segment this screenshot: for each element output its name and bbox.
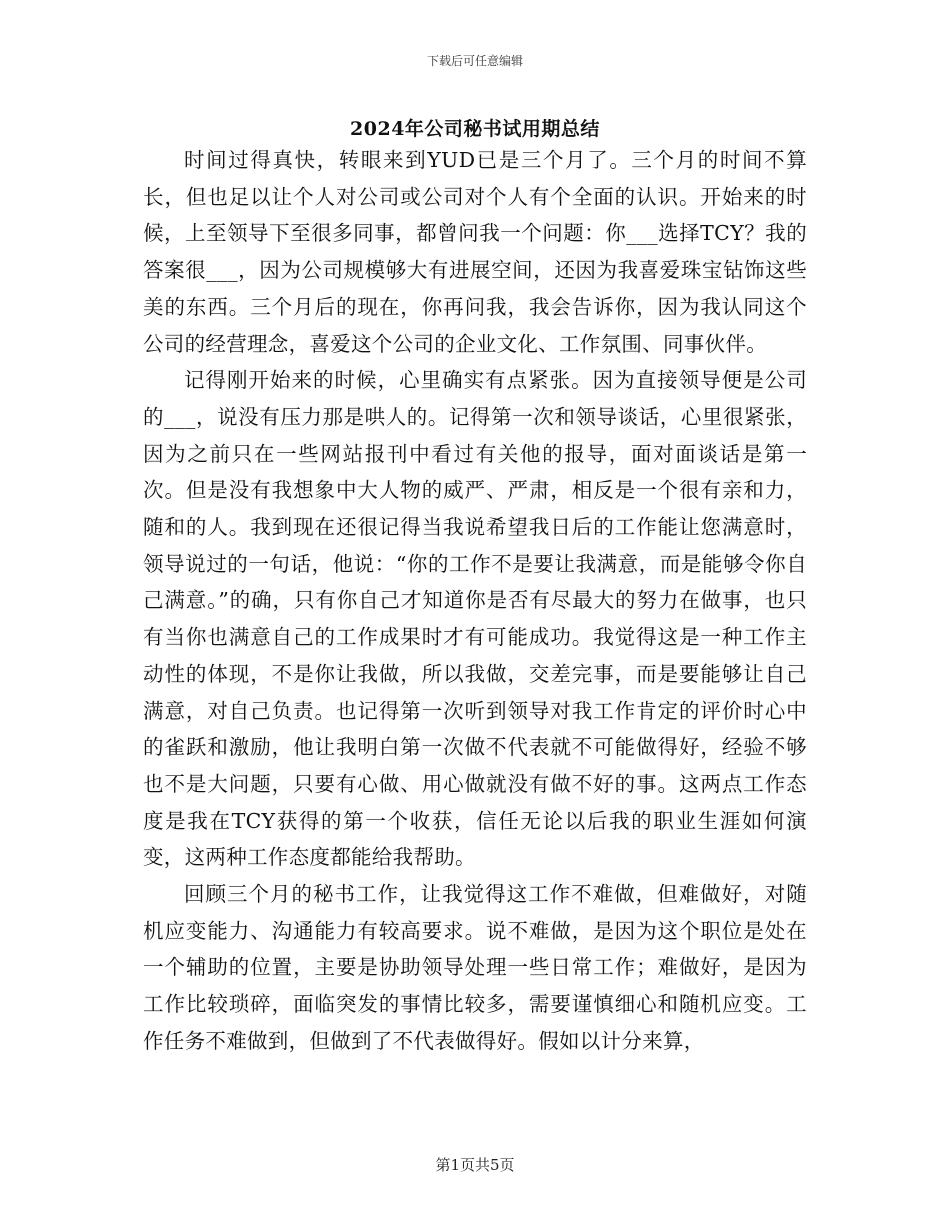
- document-body: [143, 142, 807, 1060]
- header-note: 下载后可任意编辑: [426, 54, 523, 68]
- document-title: 2024年公司秘书试用期总结: [350, 118, 600, 140]
- paragraph-2: 记得刚开始来的时候，心里确实有点紧张。因为直接领导便是公司的___，说没有压力那是哄人的。记得第一次和领导谈话，心里很紧张，因为之前只在一些网站报刊中看过有关他的报导，面对面谈话是第一次。但是没有我想象中大人物的威严、严肃，相反是一个很有亲和力，随和的人。我到现在还很记得当我说希望我日后的工作能让您满意时，领导说过的一句话，他说：“你的工作不是要让我满意，而是能够令你自己满意。”的确，只有你自己才知道你是否有尽最大的努力在做事，也只有当你也满意自己的工作成果时才有可能成功。我觉得这是一种工作主动性的体现，不是你让我做，所以我做，交差完事，而是要能够让自己满意，对自己负责。也记得第一次听到领导对我工作肯定的评价时心中的雀跃和激励，他让我明白第一次做不代表就不可能做得好，经验不够也不是大问题，只要有心做、用心做就没有做不好的事。这两点工作态度是我在TCY获得的第一个收获，信任无论以后我的职业生涯如何演变，这两种工作态度都能给我帮助。: [143, 368, 807, 870]
- paragraph-3: 回顾三个月的秘书工作，让我觉得这工作不难做，但难做好，对随机应变能力、沟通能力有较高要求。说不难做，是因为这个职位是处在一个辅助的位置，主要是协助领导处理一些日常工作；难做好，是因为工作比较琐碎，面临突发的事情比较多，需要谨慎细心和随机应变。工作任务不难做到，但做到了不代表做得好。假如以计分来算，: [143, 882, 807, 1053]
- page-footer: 第1页共5页: [435, 1156, 515, 1174]
- paragraph-1: 时间过得真快，转眼来到YUD已是三个月了。三个月的时间不算长，但也足以让个人对公司或公司对个人有个全面的认识。开始来的时候，上至领导下至很多同事，都曾问我一个问题：你___选择TCY？我的答案很___，因为公司规模够大有进展空间，还因为我喜爱珠宝钻饰这些美的东西。三个月后的现在，你再问我，我会告诉你，因为我认同这个公司的经营理念，喜爱这个公司的企业文化、工作氛围、同事伙伴。: [143, 148, 807, 356]
